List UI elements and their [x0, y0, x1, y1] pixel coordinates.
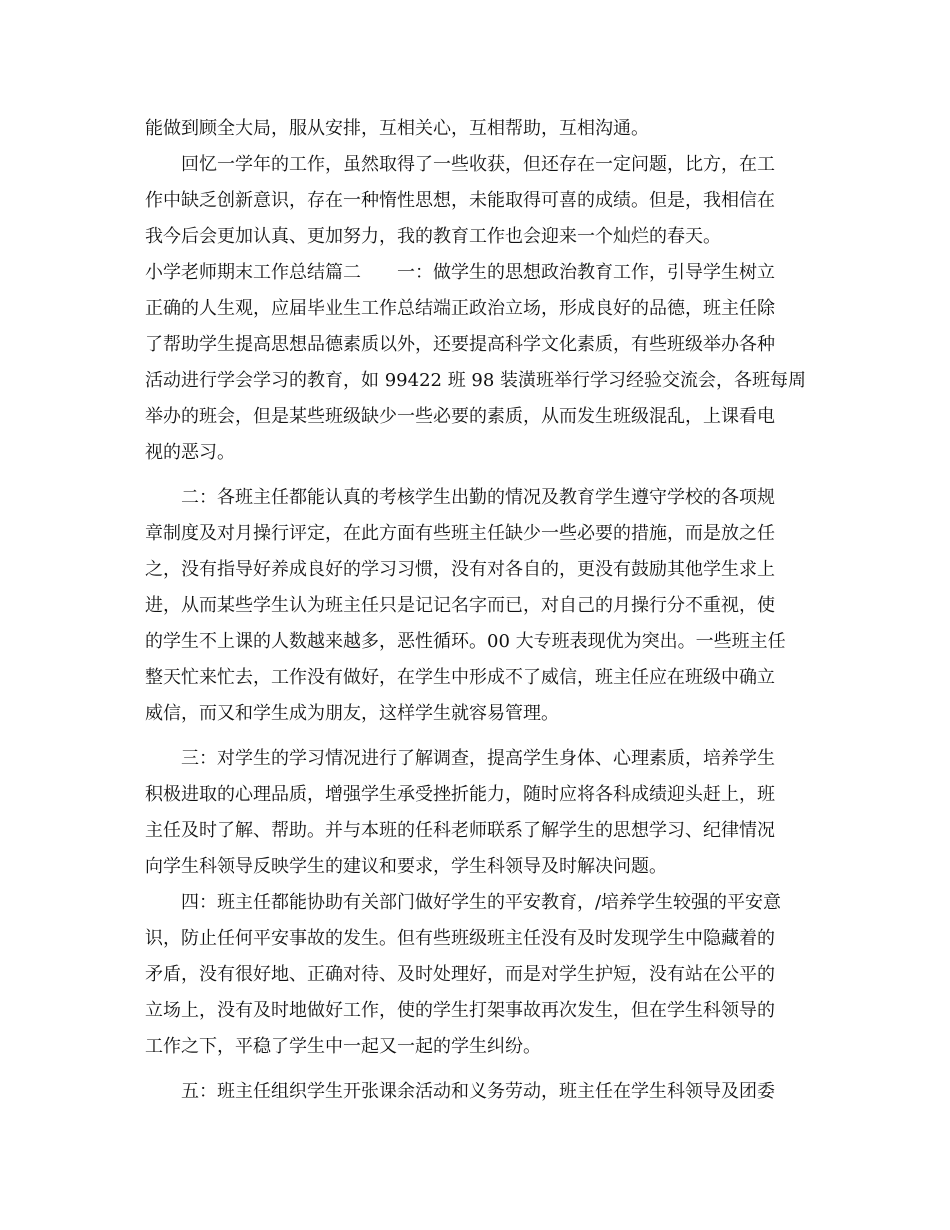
text-line: 二：各班主任都能认真的考核学生出勤的情况及教育学生遵守学校的各项规	[181, 487, 775, 508]
text-line: 立场上，没有及时地做好工作，使的学生打架事故再次发生，但在学生科领导的	[145, 1000, 775, 1021]
text-line: 章制度及对月操行评定，在此方面有些班主任缺少一些必要的措施，而是放之任	[145, 523, 775, 544]
text-line: 威信，而又和学生成为朋友，这样学生就容易管理。	[145, 703, 559, 724]
text-line: 了帮助学生提高思想品德素质以外，还要提高科学文化素质，有些班级举办各种	[145, 334, 775, 355]
text-line: 回忆一学年的工作，虽然取得了一些收获，但还存在一定问题，比方，在工	[181, 154, 775, 175]
text-line: 积极进取的心理品质，增强学生承受挫折能力，随时应将各科成绩迎头赶上，班	[145, 784, 775, 805]
text-line: 识，防止任何平安事故的发生。但有些班级班主任没有及时发现学生中隐藏着的	[145, 928, 775, 949]
text-line: 三：对学生的学习情况进行了解调查，提高学生身体、心理素质，培养学生	[181, 748, 775, 769]
text-line: 向学生科领导反映学生的建议和要求，学生科领导及时解决问题。	[145, 856, 667, 877]
text-line: 五：班主任组织学生开张课余活动和义务劳动，班主任在学生科领导及团委	[181, 1081, 775, 1102]
text-line: 整天忙来忙去，工作没有做好，在学生中形成不了威信，班主任应在班级中确立	[145, 667, 775, 688]
text-line: 的学生不上课的人数越来越多，恶性循环。00 大专班表现优为突出。一些班主任	[145, 631, 786, 652]
text-line: 矛盾，没有很好地、正确对待、及时处理好，而是对学生护短，没有站在公平的	[145, 964, 775, 985]
text-line: 工作之下，平稳了学生中一起又一起的学生纠纷。	[145, 1036, 541, 1057]
text-line: 举办的班会，但是某些班级缺少一些必要的素质，从而发生班级混乱，上课看电	[145, 406, 775, 427]
text-line: 活动进行学会学习的教育，如 99422 班 98 装潢班举行学习经验交流会，各班每周	[145, 370, 807, 391]
section-heading-line: 小学老师期末工作总结篇二 一：做学生的思想政治教育工作，引导学生树立	[145, 262, 775, 283]
text-line: 正确的人生观，应届毕业生工作总结端正政治立场，形成良好的品德，班主任除	[145, 298, 775, 319]
text-line: 视的恶习。	[145, 442, 235, 463]
text-line: 四：班主任都能协助有关部门做好学生的平安教育，/培养学生较强的平安意	[181, 892, 782, 913]
text-line: 我今后会更加认真、更加努力，我的教育工作也会迎来一个灿烂的春天。	[145, 226, 721, 247]
text-line: 主任及时了解、帮助。并与本班的任科老师联系了解学生的思想学习、纪律情况	[145, 820, 775, 841]
text-line: 能做到顾全大局，服从安排，互相关心，互相帮助，互相沟通。	[145, 118, 649, 139]
text-line: 进，从而某些学生认为班主任只是记记名字而已，对自己的月操行分不重视，使	[145, 595, 775, 616]
text-line: 作中缺乏创新意识，存在一种惰性思想，未能取得可喜的成绩。但是，我相信在	[145, 190, 775, 211]
text-line: 之，没有指导好养成良好的学习习惯，没有对各自的，更没有鼓励其他学生求上	[145, 559, 775, 580]
